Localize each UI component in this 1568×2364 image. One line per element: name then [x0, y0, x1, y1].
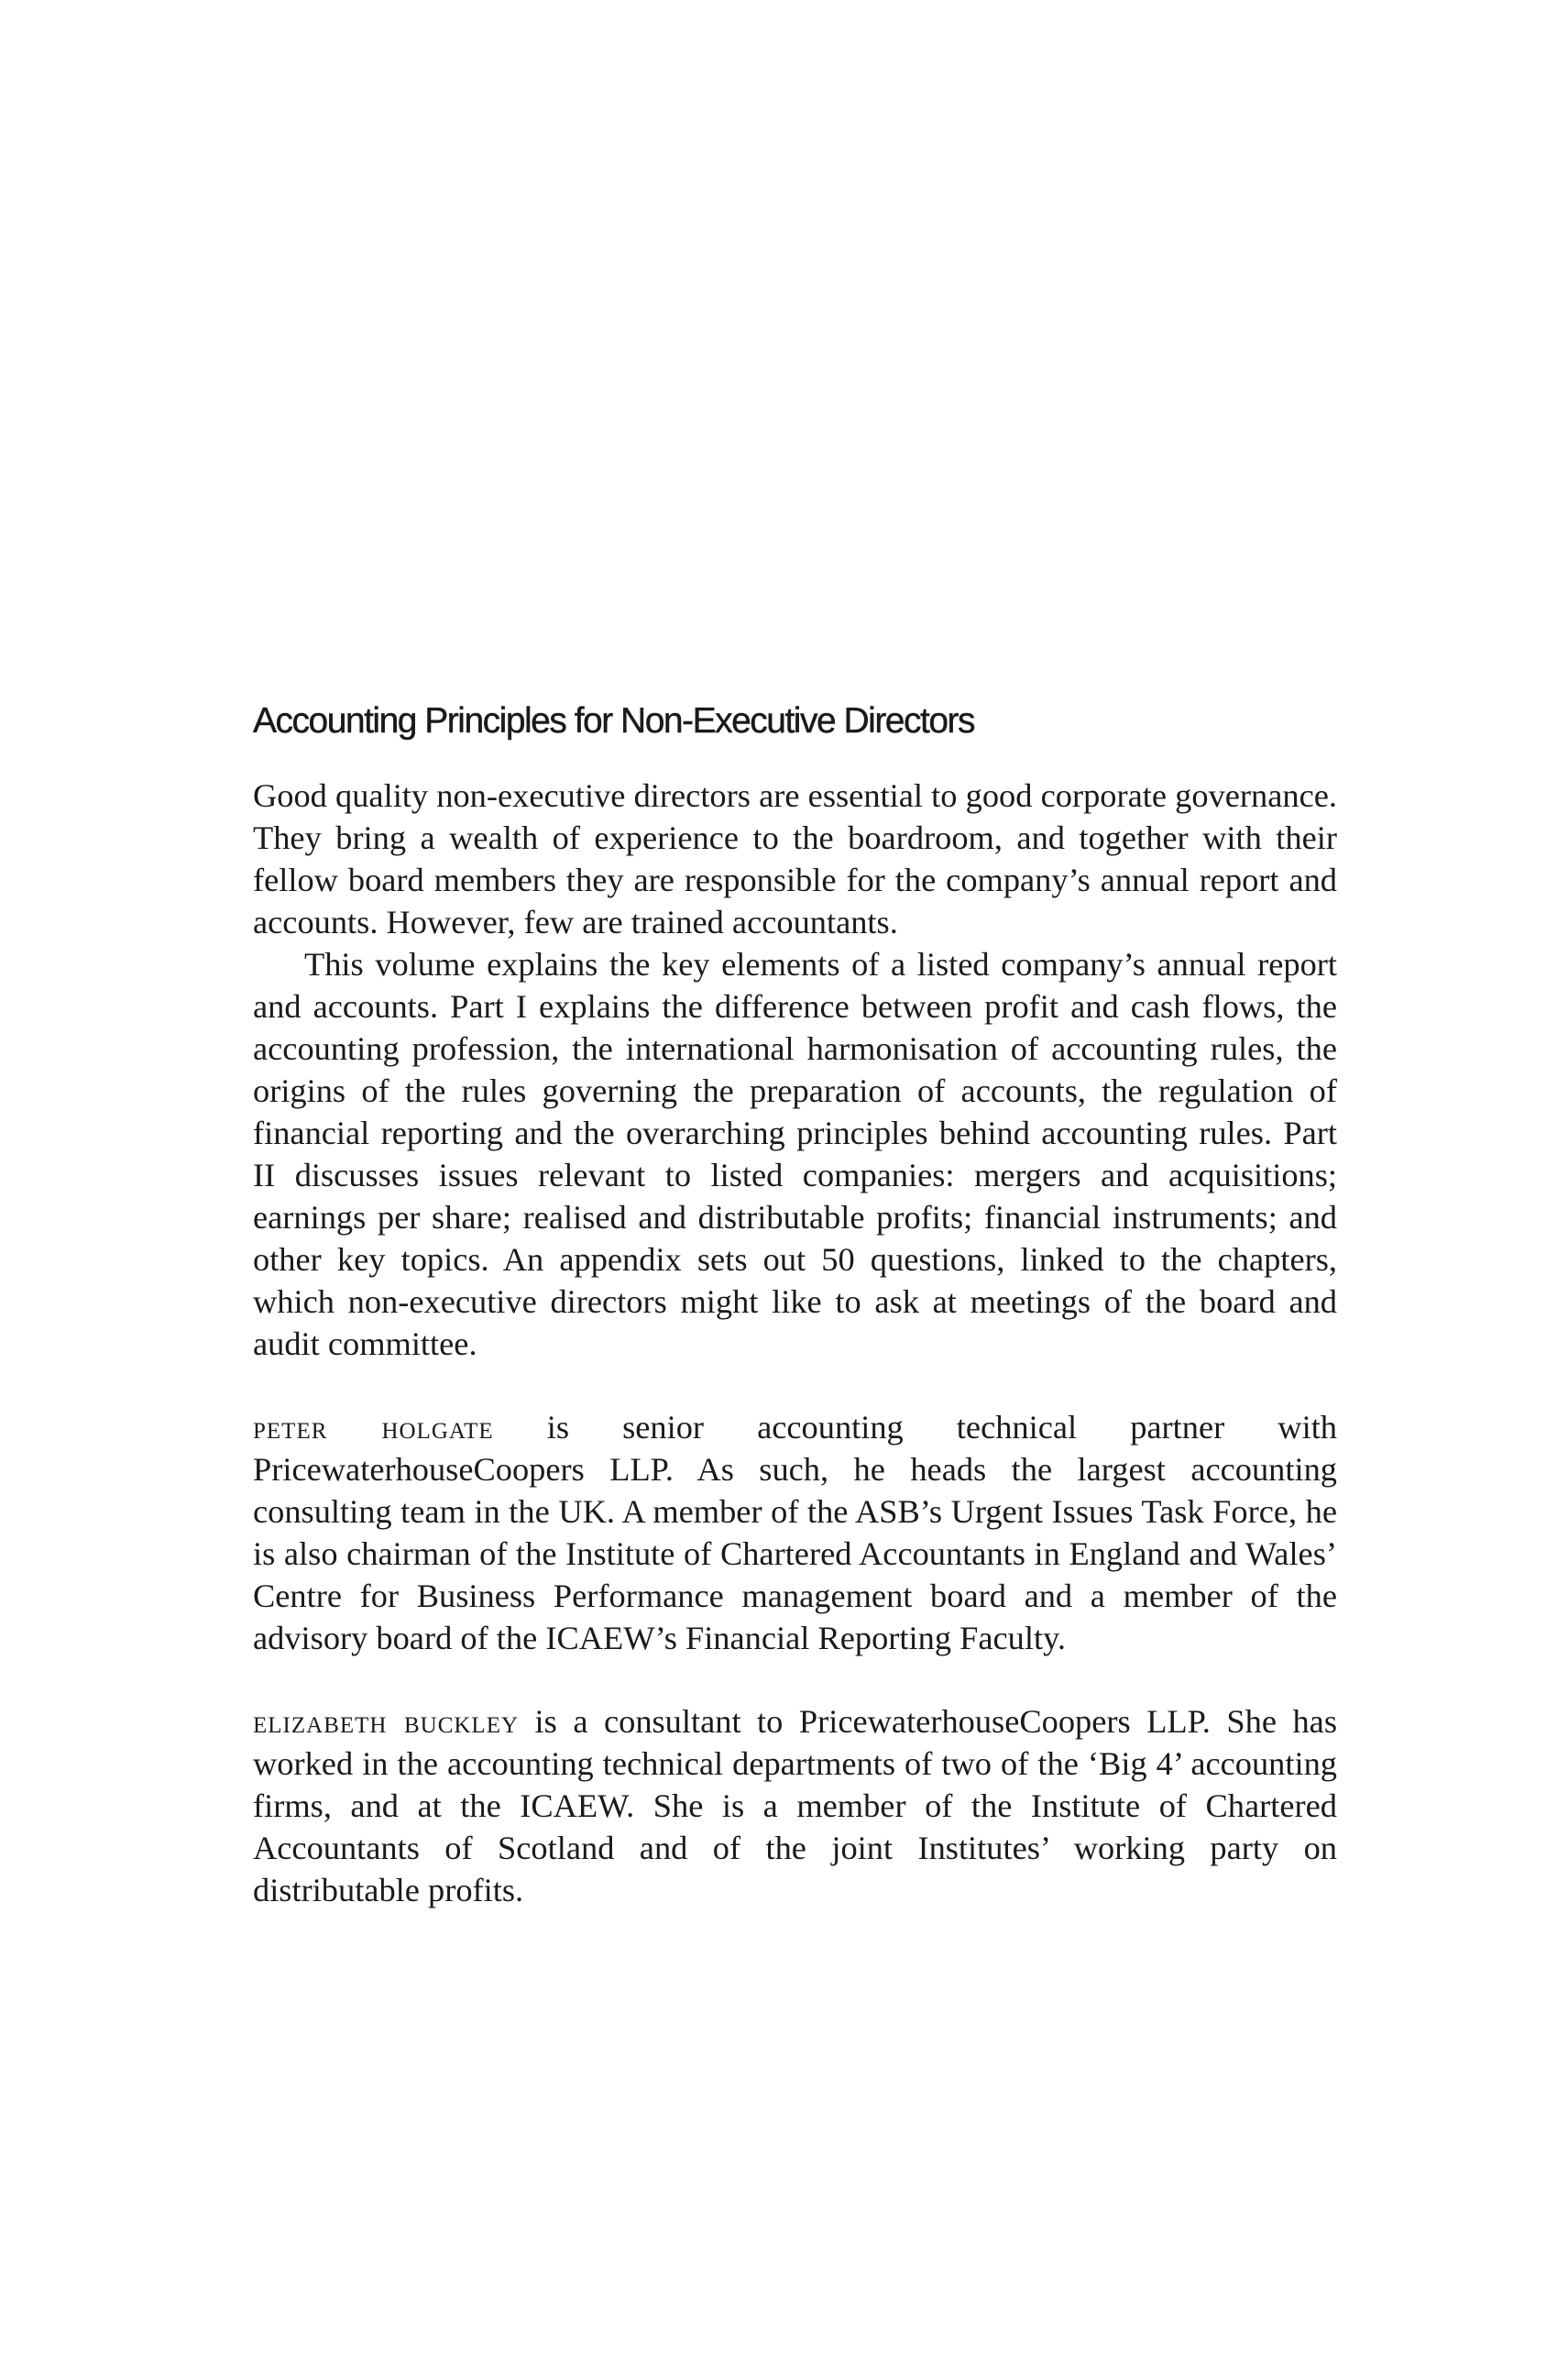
author-bio-text: is senior accounting technical partner with PricewaterhouseCoopers LLP. As such, he heads the largest accounting consulting team in the UK. A member of the ASB’s Urgent Issues Task Force, he is also chairman of the Institute of Chartered Accountants in England and Wales’ Centre for Business Performance management board and a member of the advisory board of the ICAEW’s Financial Reporting Faculty.	[253, 1409, 1337, 1656]
summary-paragraph: This volume explains the key elements of a listed company’s annual report and accounts. Part I explains the difference between profit and cash flows, the accounting profession, the international harmonisation of accounting rules, the origins of the rules governing the preparation of accounts, the regulation of financial reporting and the overarching principles behind accounting rules. Part II discusses issues relevant to listed companies: mergers and acquisitions; earnings per share; realised and distributable profits; financial instruments; and other key topics. An appendix sets out 50 questions, linked to the chapters, which non-executive directors might like to ask at meetings of the board and audit committee.	[253, 946, 1337, 1362]
page-title: Accounting Principles for Non-Executive Directors	[253, 701, 975, 741]
author-bio-holgate	[253, 1406, 1337, 1659]
page-content	[253, 697, 1337, 1911]
section-spacer	[253, 1365, 1337, 1406]
intro-paragraph: Good quality non-executive directors are essential to good corporate governance. They bring a wealth of experience to the boardroom, and together with their fellow board members they are responsible for the company’s annual report and accounts. However, few are trained accountants.	[253, 777, 1337, 940]
author-name: peter holgate	[253, 1409, 494, 1446]
section-spacer	[253, 1659, 1337, 1700]
author-bio-text: is a consultant to PricewaterhouseCoopers LLP. She has worked in the accounting technical departments of two of the ‘Big 4’ accounting firms, and at the ICAEW. She is a member of the Institute of Chartered Accountants of Scotland and of the joint Institutes’ working party on distributable profits.	[253, 1703, 1337, 1908]
author-bio-buckley	[253, 1700, 1337, 1911]
author-name: elizabeth buckley	[253, 1703, 520, 1740]
